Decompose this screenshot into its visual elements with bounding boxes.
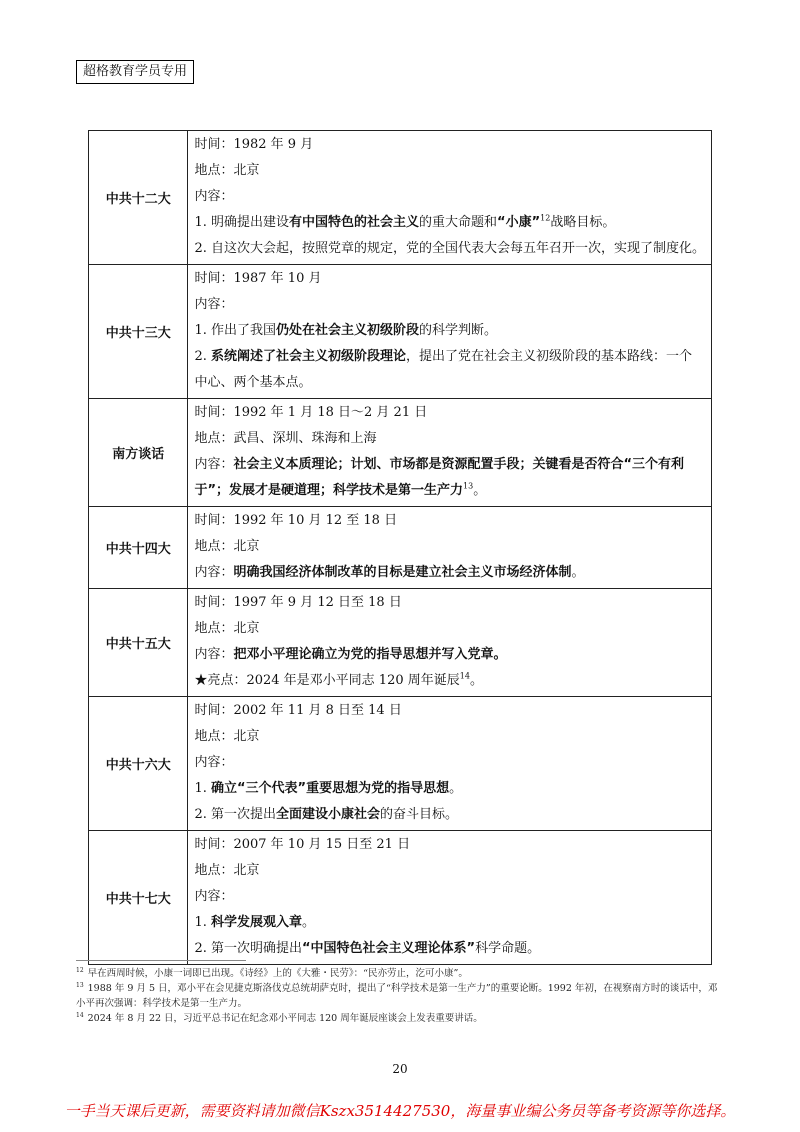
time-line: 时间：1982 年 9 月: [194, 137, 314, 152]
page-number: 20: [392, 1062, 408, 1076]
row-label: 中共十七大: [89, 831, 188, 965]
footnote-divider: [76, 960, 246, 961]
content-item: 2. 自这次大会起，按照党章的规定，党的全国代表大会每五年召开一次，实现了制度化。: [194, 241, 705, 256]
time-line: 时间：1997 年 9 月 12 日至 18 日: [194, 595, 402, 610]
content-item: 2. 第一次提出全面建设小康社会的奋斗目标。: [194, 807, 459, 822]
time-line: 时间：1992 年 10 月 12 至 18 日: [194, 513, 398, 528]
place-line: 地点：北京: [194, 163, 260, 178]
footnote-ref: 14: [459, 671, 470, 681]
footnote-ref: 12: [540, 213, 551, 223]
place-line: 地点：北京: [194, 621, 260, 636]
content-item: 内容：把邓小平理论确立为党的指导思想并写入党章。: [194, 647, 507, 662]
content-label: 内容：: [194, 189, 234, 204]
header-tag: 超格教育学员专用: [76, 60, 194, 84]
content-item: 2. 系统阐述了社会主义初级阶段理论，提出了党在社会主义初级阶段的基本路线：一个中心、两个基本点。: [194, 349, 693, 390]
row-content: [188, 265, 712, 399]
table-row: [89, 697, 712, 831]
content-label: 内容：: [194, 297, 234, 312]
table-row: [89, 507, 712, 589]
content-item: 1. 明确提出建设有中国特色的社会主义的重大命题和“小康”$^{12}$战略目标。: [194, 213, 616, 230]
table-row: [89, 131, 712, 265]
content-item: 内容：社会主义本质理论；计划、市场都是资源配置手段；关键看是否符合“三个有利于”；发展才是硬道理；科学技术是第一生产力$^{13}$。: [194, 457, 685, 498]
time-line: 时间：1992 年 1 月 18 日～2 月 21 日: [194, 405, 428, 420]
row-content: [188, 131, 712, 265]
row-content: [188, 399, 712, 507]
table-row: [89, 399, 712, 507]
footnote: $^{13}$ 1988 年 9 月 5 日，邓小平在会见捷克斯洛伐克总统胡萨克时，提出了“科学技术是第一生产力”的重要论断。1992 年初，在视察南方时的谈话中，邓小平再次强调：科学技术是第一生产力。: [76, 981, 718, 1009]
content-item: 1. 确立“三个代表”重要思想为党的指导思想。: [194, 781, 463, 796]
content-label: 内容：: [194, 755, 234, 770]
place-line: 地点：北京: [194, 729, 260, 744]
time-line: 时间：1987 年 10 月: [194, 271, 322, 286]
party-congress-table: [88, 130, 712, 965]
time-line: 时间：2002 年 11 月 8 日至 14 日: [194, 703, 402, 718]
row-content: [188, 697, 712, 831]
footnotes: [76, 966, 726, 1026]
table-row: [89, 831, 712, 965]
content-item: 2. 第一次明确提出“中国特色社会主义理论体系”科学命题。: [194, 941, 541, 956]
time-line: 时间：2007 年 10 月 15 日至 21 日: [194, 837, 411, 852]
table-row: [89, 589, 712, 697]
content-item: 1. 科学发展观入章。: [194, 915, 316, 930]
content-item: 1. 作出了我国仍处在社会主义初级阶段的科学判断。: [194, 323, 498, 338]
row-label: 中共十三大: [89, 265, 188, 399]
row-content: [188, 507, 712, 589]
content-label: 内容：: [194, 889, 234, 904]
footnote: $^{12}$ 早在西周时候，小康一词即已出现。《诗经》上的《大雅・民劳》：“民亦劳止，汔可小康”。: [76, 966, 468, 979]
row-label: 中共十四大: [89, 507, 188, 589]
place-line: 地点：北京: [194, 539, 260, 554]
row-label: 中共十五大: [89, 589, 188, 697]
table-row: [89, 265, 712, 399]
footnote: $^{14}$ 2024 年 8 月 22 日，习近平总书记在纪念邓小平同志 120 周年诞辰座谈会上发表重要讲话。: [76, 1011, 483, 1024]
row-label: 南方谈话: [89, 399, 188, 507]
promo-banner: 一手当天课后更新，需要资料请加微信Kszx3514427530，海量事业编公务员等备考资源等你选择。: [64, 1102, 736, 1120]
row-content: [188, 589, 712, 697]
place-line: 地点：武昌、深圳、珠海和上海: [194, 431, 377, 446]
row-content: [188, 831, 712, 965]
footnote-ref: 13: [463, 481, 474, 491]
row-label: 中共十二大: [89, 131, 188, 265]
highlight-line: ★亮点：2024 年是邓小平同志 120 周年诞辰$^{14}$。: [194, 671, 483, 688]
content-item: 内容：明确我国经济体制改革的目标是建立社会主义市场经济体制。: [194, 565, 585, 580]
row-label: 中共十六大: [89, 697, 188, 831]
place-line: 地点：北京: [194, 863, 260, 878]
